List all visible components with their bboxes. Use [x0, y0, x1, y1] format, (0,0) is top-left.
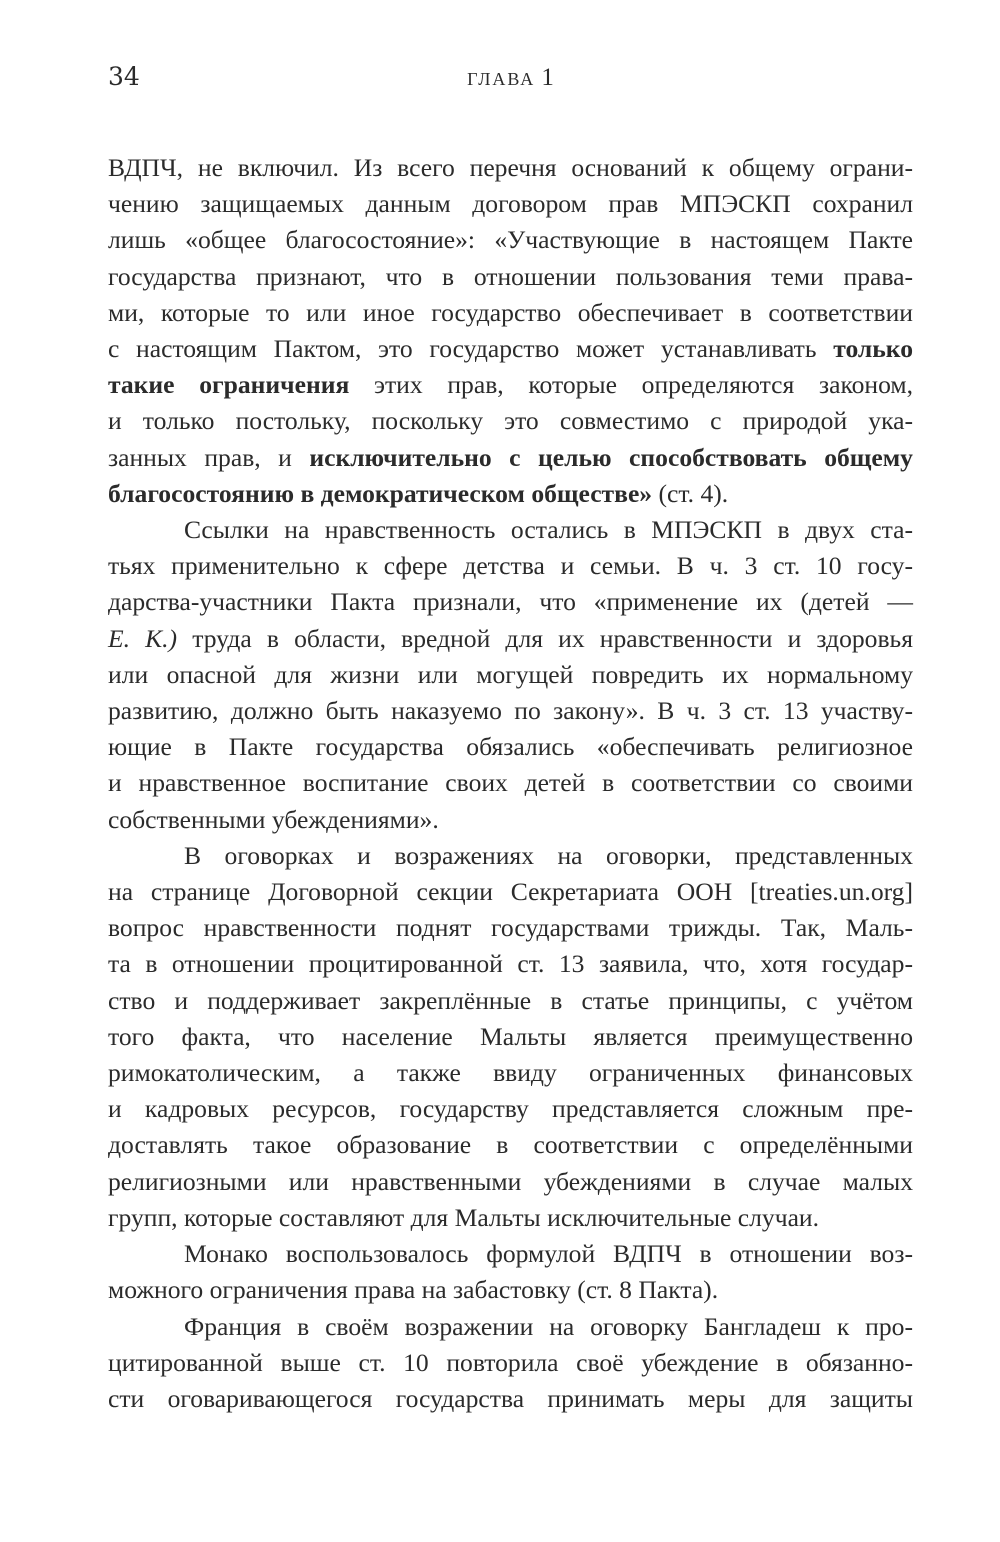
text-line: та в отношении процитированной ст. 13 заявила, что, хотя государ-: [108, 949, 913, 979]
page-number: 34: [108, 62, 140, 91]
text-line: того факта, что население Мальты является преимущественно: [108, 1021, 913, 1051]
text-line: лишь «общее благосостояние»: «Участвующие в настоящем Пакте: [108, 225, 913, 255]
bold-text: исключительно с целью способствовать общему: [309, 442, 913, 472]
text-line: и только постольку, поскольку это совместимо с природой ука-: [108, 406, 913, 436]
text-line: Ссылки на нравственность остались в МПЭСКП в двух ста-: [184, 515, 913, 545]
text-line: и нравственное воспитание своих детей в соответствии со своими: [108, 768, 913, 798]
text-line: религиозными или нравственными убеждениями в случае малых: [108, 1166, 913, 1196]
text-line: доставлять такое образование в соответствии с определёнными: [108, 1130, 913, 1160]
text-line: ВДПЧ, не включил. Из всего перечня оснований к общему ограни-: [108, 153, 913, 182]
text-line: римокатолическим, а также ввиду ограниченных финансовых: [108, 1058, 913, 1088]
text-line: цитированной выше ст. 10 повторила своё убеждение в обязанно-: [108, 1347, 913, 1377]
text-line: такие ограничения этих прав, которые определяются законом,: [108, 370, 914, 400]
chapter-number: 1: [541, 64, 554, 91]
text-line: дарства-участники Пакта признали, что «применение их (детей —: [108, 587, 913, 617]
italic-text: Е. К.): [108, 623, 178, 653]
text-line: сти оговаривающегося государства принимать меры для защиты: [108, 1383, 913, 1413]
text-line: ство и поддерживает закреплённые в статье принципы, с учётом: [108, 985, 913, 1015]
text-line: тьях применительно к сфере детства и семьи. В ч. 3 ст. 10 госу-: [108, 551, 913, 581]
chapter-heading: [108, 64, 913, 92]
text-line: собственными убеждениями».: [108, 804, 439, 834]
text-line: и кадровых ресурсов, государству представляется сложным пре-: [108, 1094, 913, 1124]
text-line: можного ограничения права на забастовку (ст. 8 Пакта).: [108, 1275, 719, 1305]
text-line: занных прав, и исключительно с целью способствовать общему: [108, 442, 913, 472]
text-line: на странице Договорной секции Секретариата ООН [treaties.un.org]: [108, 877, 913, 907]
text-line: или опасной для жизни или могущей повредить их нормальному: [108, 659, 913, 689]
running-header: [108, 62, 913, 102]
text-line: государства признают, что в отношении пользования теми права-: [108, 261, 913, 291]
text-line: чению защищаемых данным договором прав МПЭСКП сохранил: [108, 189, 913, 219]
text-line: Франция в своём возражении на оговорку Бангладеш к про-: [184, 1311, 913, 1341]
body-text: [108, 150, 913, 1417]
text-line: ми, которые то или иное государство обеспечивает в соответствии: [108, 297, 913, 327]
bold-text: только: [833, 334, 913, 364]
text-line: Монако воспользовалось формулой ВДПЧ в отношении воз-: [184, 1239, 913, 1269]
text-line: вопрос нравственности поднят государствами трижды. Так, Маль-: [108, 913, 913, 943]
text-line: групп, которые составляют для Мальты исключительные случаи.: [108, 1202, 820, 1232]
text-line: В оговорках и возражениях на оговорки, представленных: [184, 840, 913, 870]
text-line: Е. К.) труда в области, вредной для их нравственности и здоровья: [108, 623, 913, 653]
text-line: благосостоянию в демократическом обществе» (ст. 4).: [108, 478, 729, 508]
text-line: развитию, должно быть наказуемо по закону». В ч. 3 ст. 13 участву-: [108, 696, 913, 726]
text-line: с настоящим Пактом, это государство может устанавливать только: [108, 334, 913, 364]
chapter-word: ГЛАВА: [467, 69, 536, 89]
text-line: ющие в Пакте государства обязались «обеспечивать религиозное: [108, 732, 913, 762]
bold-text: благосостоянию в демократическом обществе»: [108, 478, 653, 508]
bold-text: такие ограничения: [108, 370, 350, 400]
